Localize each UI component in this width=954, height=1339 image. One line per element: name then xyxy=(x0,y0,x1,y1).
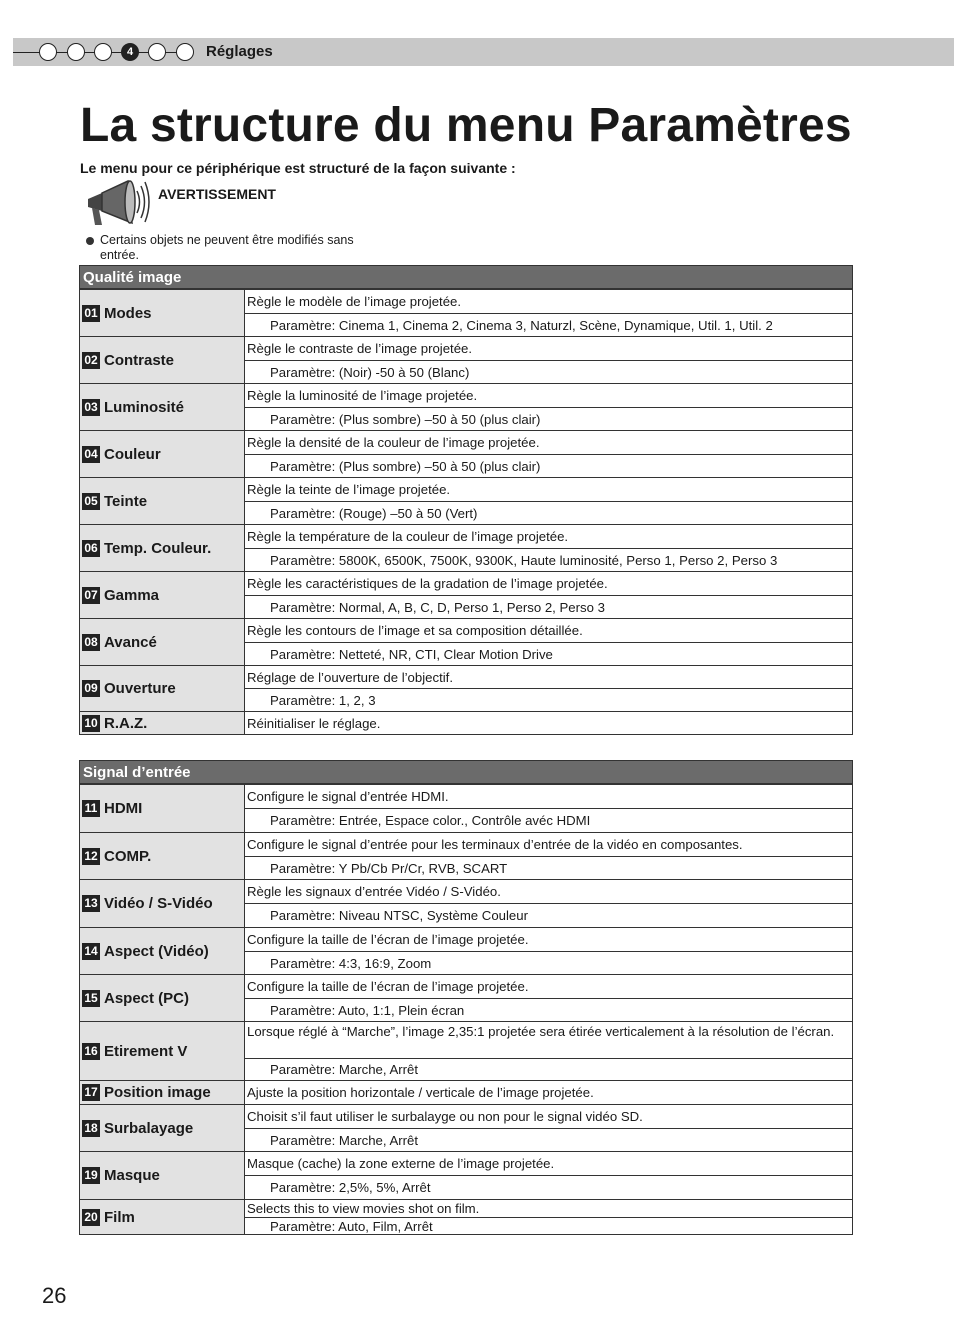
setting-name: Surbalayage xyxy=(104,1119,194,1137)
item-number-badge: 10 xyxy=(82,715,100,732)
table-row xyxy=(80,1080,852,1104)
setting-description: Règle le contraste de l’image projetée. xyxy=(247,341,473,356)
setting-description: Ajuste la position horizontale / verticale de l’image projetée. xyxy=(247,1085,594,1100)
setting-name: HDMI xyxy=(104,800,143,817)
setting-label xyxy=(80,928,245,974)
table-row xyxy=(80,571,852,618)
setting-parameters: Paramètre: 2,5%, 5%, Arrêt xyxy=(245,1175,852,1199)
setting-parameters: Paramètre: Marche, Arrêt xyxy=(245,1128,852,1151)
step-1 xyxy=(39,43,57,61)
setting-name: Temp. Couleur. xyxy=(104,539,212,557)
warning-title: AVERTISSEMENT xyxy=(158,186,276,202)
setting-label xyxy=(80,572,245,618)
setting-label xyxy=(80,880,245,927)
section-header: Signal d’entrée xyxy=(80,761,852,784)
table-row xyxy=(80,1021,852,1080)
setting-name: Vidéo / S-Vidéo xyxy=(104,895,213,912)
item-number-badge: 13 xyxy=(82,895,100,912)
step-6 xyxy=(176,43,194,61)
setting-parameters: Paramètre: (Plus sombre) –50 à 50 (plus clair) xyxy=(245,407,852,430)
setting-name: Luminosité xyxy=(104,398,185,416)
page-number: 26 xyxy=(42,1283,67,1308)
setting-description: Choisit s’il faut utiliser le surbalayge ou non pour le signal vidéo SD. xyxy=(247,1109,643,1124)
setting-description: Configure la taille de l’écran de l’image projetée. xyxy=(247,979,529,994)
table-row xyxy=(80,832,852,879)
setting-description: Règle la température de la couleur de l’image projetée. xyxy=(247,529,569,544)
setting-parameters: Paramètre: Auto, Film, Arrêt xyxy=(245,1217,852,1234)
table-row xyxy=(80,665,852,711)
setting-label xyxy=(80,1105,245,1151)
setting-description: Règle les signaux d’entrée Vidéo / S-Vidéo. xyxy=(247,884,501,899)
table-row xyxy=(80,784,852,832)
item-number-badge: 03 xyxy=(82,399,100,416)
item-number-badge: 20 xyxy=(82,1209,100,1226)
setting-parameters: Paramètre: 4:3, 16:9, Zoom xyxy=(245,951,852,974)
setting-name: Couleur xyxy=(104,445,161,463)
section-header: Qualité image xyxy=(80,266,852,289)
item-number-badge: 16 xyxy=(82,1043,100,1060)
table-row xyxy=(80,430,852,477)
item-number-badge: 18 xyxy=(82,1120,100,1137)
setting-name: Etirement V xyxy=(104,1042,188,1060)
setting-parameters: Paramètre: 5800K, 6500K, 7500K, 9300K, Haute luminosité, Perso 1, Perso 2, Perso 3 xyxy=(245,548,852,571)
table-row xyxy=(80,289,852,336)
setting-description: Règle la teinte de l’image projetée. xyxy=(247,482,451,497)
setting-name: Contraste xyxy=(104,351,175,369)
setting-name: Ouverture xyxy=(104,680,176,697)
setting-label xyxy=(80,337,245,383)
setting-label xyxy=(80,785,245,832)
setting-parameters: Paramètre: Niveau NTSC, Système Couleur xyxy=(245,903,852,927)
setting-label xyxy=(80,712,245,734)
table-row xyxy=(80,711,852,734)
setting-name: Aspect (PC) xyxy=(104,989,190,1007)
setting-parameters: Paramètre: Cinema 1, Cinema 2, Cinema 3, Naturzl, Scène, Dynamique, Util. 1, Util. 2 xyxy=(245,313,852,336)
table-row xyxy=(80,336,852,383)
setting-description: Règle le modèle de l’image projetée. xyxy=(247,294,462,309)
setting-parameters: Paramètre: Netteté, NR, CTI, Clear Motion Drive xyxy=(245,642,852,665)
setting-parameters: Paramètre: 1, 2, 3 xyxy=(245,688,852,711)
item-number-badge: 07 xyxy=(82,587,100,604)
step-2 xyxy=(67,43,85,61)
item-number-badge: 17 xyxy=(82,1084,100,1101)
setting-label xyxy=(80,1081,245,1104)
table-row xyxy=(80,1151,852,1199)
setting-label xyxy=(80,833,245,879)
setting-description: Configure la taille de l’écran de l’image projetée. xyxy=(247,932,529,947)
table-row xyxy=(80,974,852,1021)
setting-label xyxy=(80,1022,245,1080)
step-5 xyxy=(148,43,166,61)
table-row xyxy=(80,1199,852,1234)
setting-label xyxy=(80,619,245,665)
setting-name: Gamma xyxy=(104,586,160,604)
megaphone-icon xyxy=(82,177,152,229)
step-current: 4 xyxy=(121,43,139,61)
item-number-badge: 06 xyxy=(82,540,100,557)
setting-label xyxy=(80,1152,245,1199)
warning-note-text: Certains objets ne peuvent être modifiés sans entrée. xyxy=(100,233,354,262)
page-title: La structure du menu Paramètres xyxy=(80,99,852,152)
table-row xyxy=(80,618,852,665)
warning-note xyxy=(86,233,376,263)
section-signal-entree xyxy=(79,760,853,1235)
setting-description: Masque (cache) la zone externe de l’image projetée. xyxy=(247,1156,555,1171)
setting-parameters: Paramètre: Normal, A, B, C, D, Perso 1, Perso 2, Perso 3 xyxy=(245,595,852,618)
setting-name: Masque xyxy=(104,1167,160,1184)
table-row xyxy=(80,383,852,430)
setting-description: Réglage de l’ouverture de l’objectif. xyxy=(247,669,453,685)
item-number-badge: 01 xyxy=(82,305,100,322)
section-qualite-image xyxy=(79,265,853,735)
table-row xyxy=(80,879,852,927)
setting-name: Avancé xyxy=(104,633,157,651)
setting-parameters: Paramètre: Marche, Arrêt xyxy=(245,1058,852,1080)
setting-name: Position image xyxy=(104,1084,211,1101)
table-row xyxy=(80,1104,852,1151)
setting-parameters: Paramètre: (Rouge) –50 à 50 (Vert) xyxy=(245,501,852,524)
chapter-name: Réglages xyxy=(206,43,273,60)
setting-parameters: Paramètre: Auto, 1:1, Plein écran xyxy=(245,998,852,1021)
setting-description: Configure le signal d’entrée HDMI. xyxy=(247,789,449,804)
item-number-badge: 05 xyxy=(82,493,100,510)
item-number-badge: 11 xyxy=(82,800,100,817)
setting-description: Règle les contours de l’image et sa composition détaillée. xyxy=(247,623,583,638)
item-number-badge: 15 xyxy=(82,990,100,1007)
item-number-badge: 09 xyxy=(82,680,100,697)
item-number-badge: 02 xyxy=(82,352,100,369)
item-number-badge: 14 xyxy=(82,943,100,960)
item-number-badge: 19 xyxy=(82,1167,100,1184)
setting-parameters: Paramètre: Entrée, Espace color., Contrôle avéc HDMI xyxy=(245,808,852,832)
step-3 xyxy=(94,43,112,61)
item-number-badge: 04 xyxy=(82,446,100,463)
setting-name: Teinte xyxy=(104,492,148,510)
setting-description: Règle la luminosité de l’image projetée. xyxy=(247,388,478,403)
setting-description: Lorsque réglé à “Marche”, l’image 2,35:1 projetée sera étirée verticalement à la résolution de l’écran. xyxy=(247,1024,835,1039)
intro-text: Le menu pour ce périphérique est structuré de la façon suivante : xyxy=(80,160,516,176)
setting-name: R.A.Z. xyxy=(104,714,148,732)
setting-label xyxy=(80,975,245,1021)
setting-name: Aspect (Vidéo) xyxy=(104,942,209,960)
setting-label xyxy=(80,290,245,336)
setting-label xyxy=(80,666,245,711)
setting-name: Modes xyxy=(104,304,152,322)
table-row xyxy=(80,524,852,571)
bullet-icon xyxy=(86,237,94,245)
setting-label xyxy=(80,384,245,430)
setting-name: COMP. xyxy=(104,847,152,865)
setting-parameters: Paramètre: (Noir) -50 à 50 (Blanc) xyxy=(245,360,852,383)
setting-description: Règle les caractéristiques de la gradation de l’image projetée. xyxy=(247,576,608,591)
setting-parameters: Paramètre: (Plus sombre) –50 à 50 (plus clair) xyxy=(245,454,852,477)
setting-description: Réinitialiser le réglage. xyxy=(247,715,381,731)
setting-description: Selects this to view movies shot on film. xyxy=(247,1201,480,1216)
setting-parameters: Paramètre: Y Pb/Cb Pr/Cr, RVB, SCART xyxy=(245,856,852,879)
item-number-badge: 08 xyxy=(82,634,100,651)
setting-description: Configure le signal d’entrée pour les terminaux d’entrée de la vidéo en composantes. xyxy=(247,837,743,852)
item-number-badge: 12 xyxy=(82,848,100,865)
table-row xyxy=(80,477,852,524)
table-row xyxy=(80,927,852,974)
setting-label xyxy=(80,1200,245,1234)
setting-name: Film xyxy=(104,1208,135,1226)
setting-label xyxy=(80,525,245,571)
setting-description: Règle la densité de la couleur de l’image projetée. xyxy=(247,435,540,450)
setting-label xyxy=(80,431,245,477)
setting-label xyxy=(80,478,245,524)
